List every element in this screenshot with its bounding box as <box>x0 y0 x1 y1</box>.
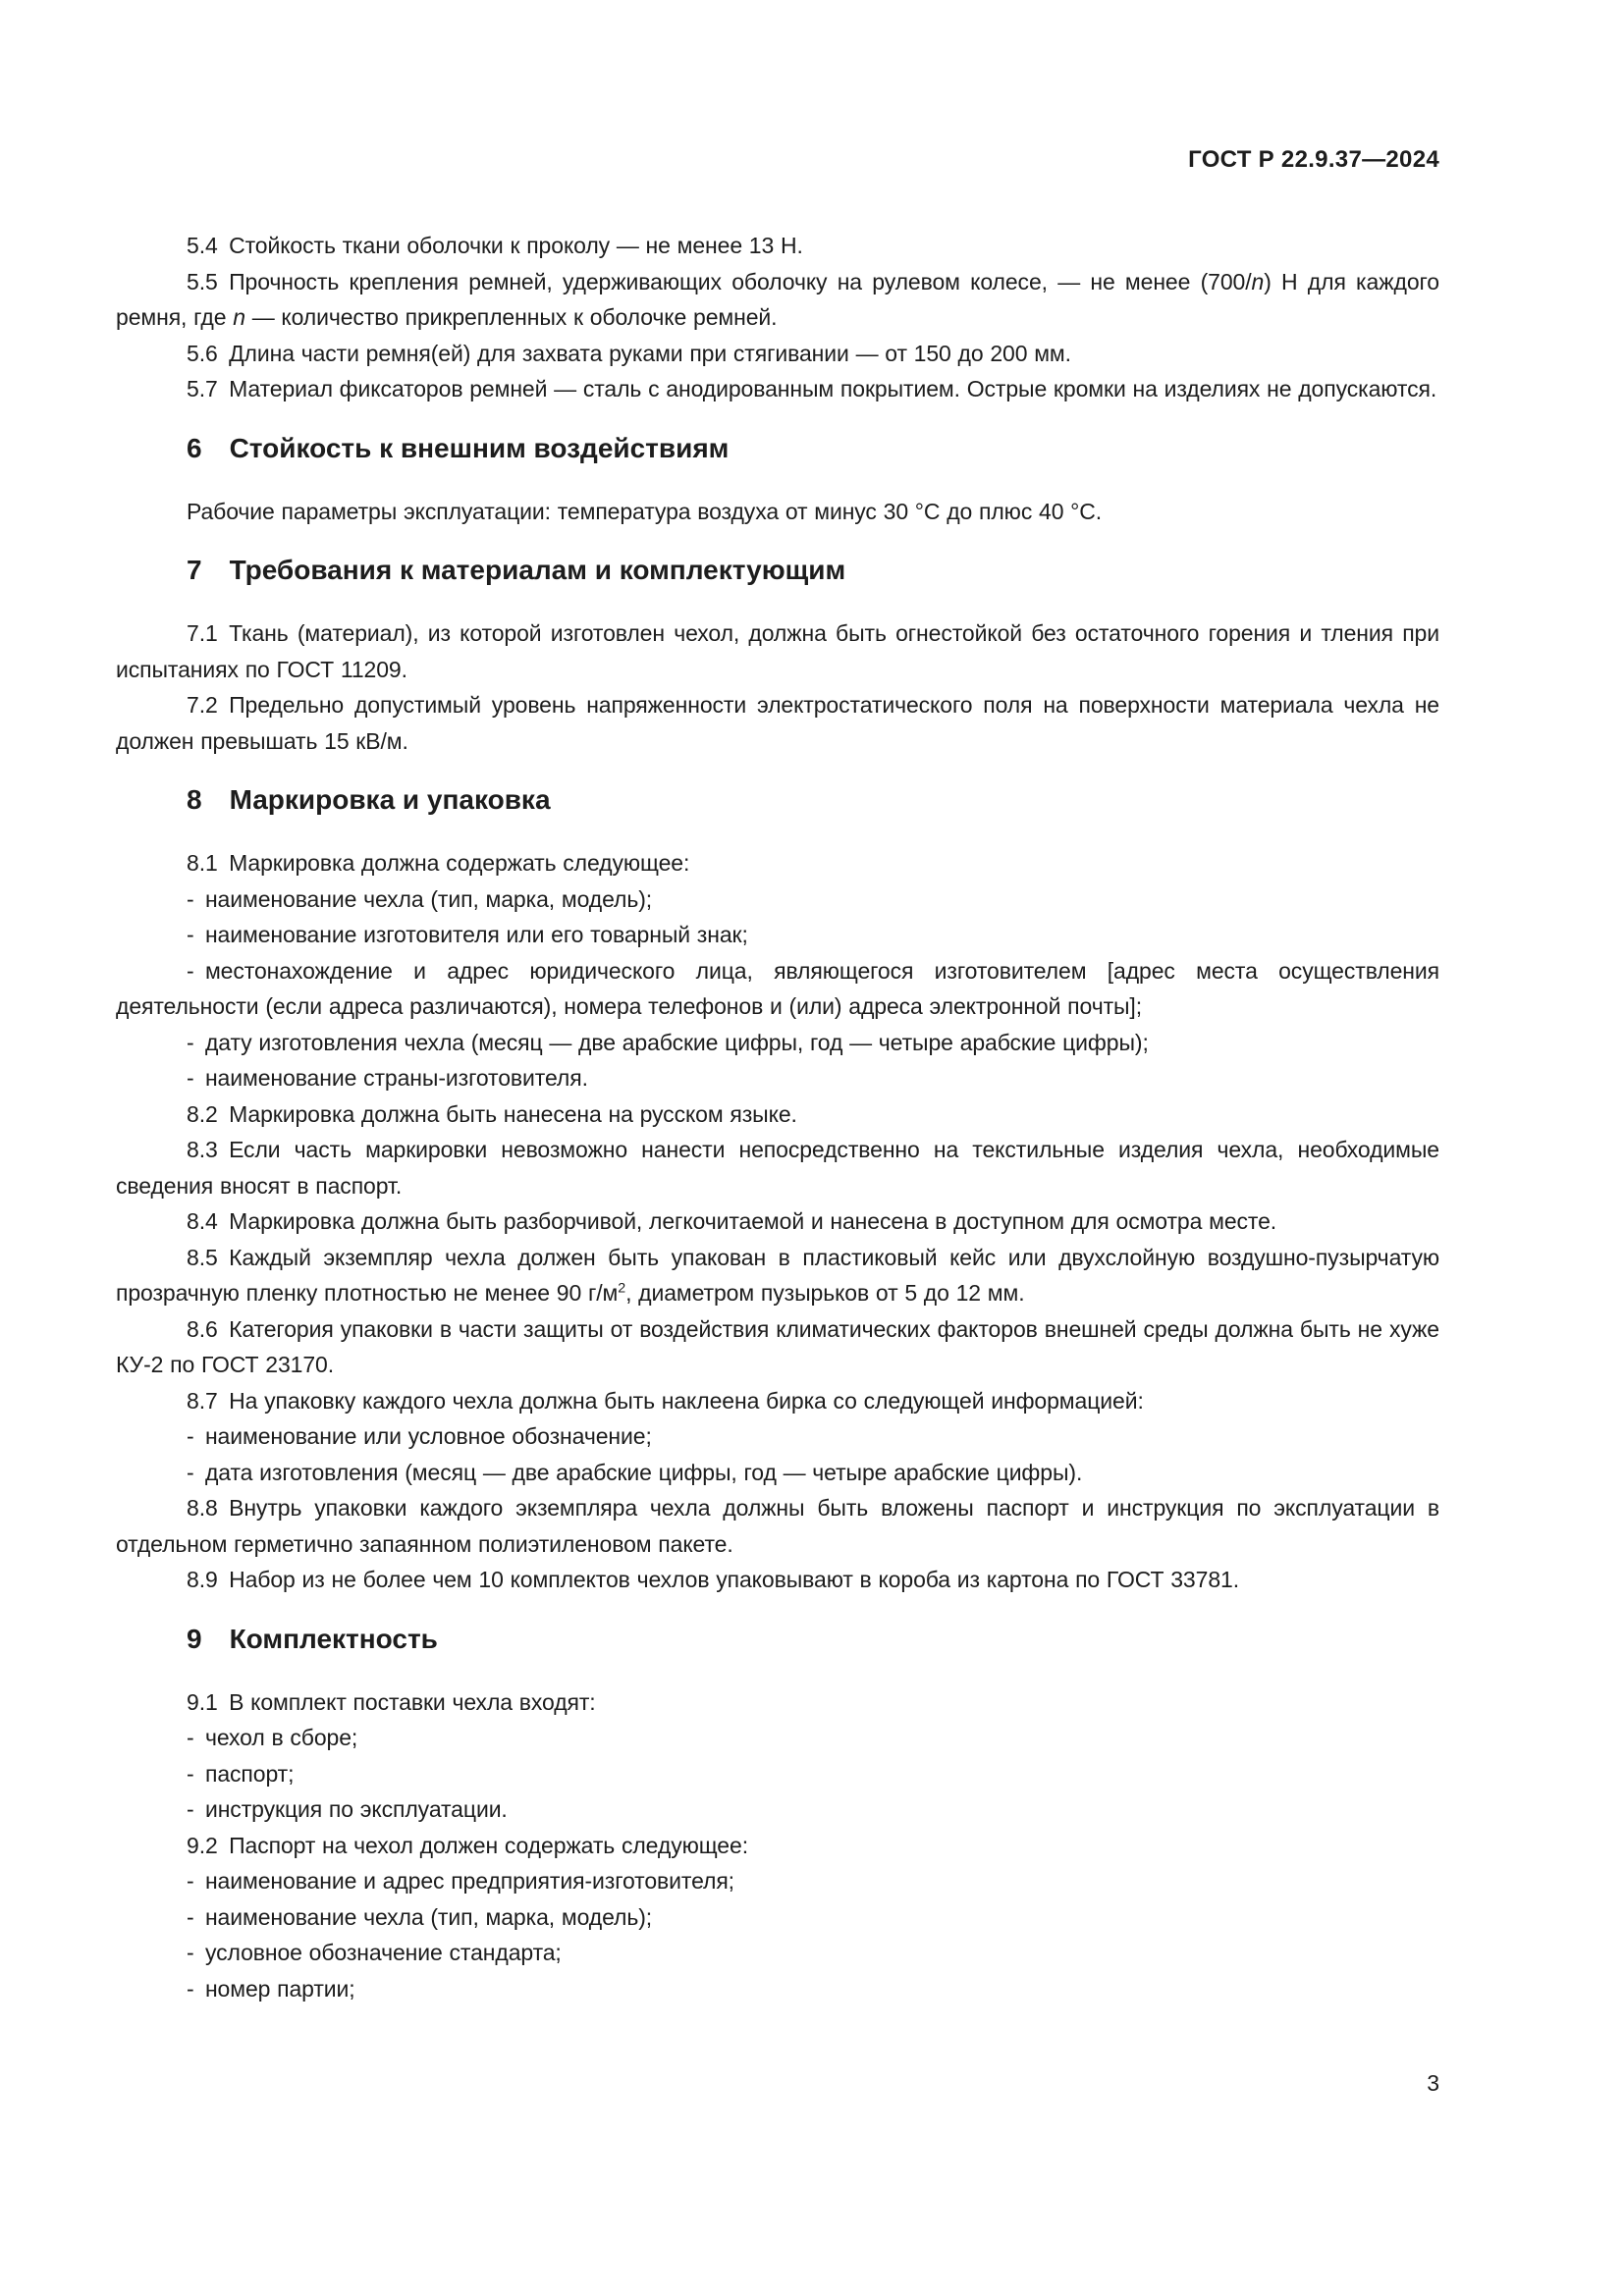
paragraph: 7.1 Ткань (материал), из которой изготовлен чехол, должна быть огнестойкой без остаточного горения и тления при испытаниях по ГОСТ 11209. <box>116 620 1439 682</box>
paragraph: 5.4 Стойкость ткани оболочки к проколу — не менее 13 Н. <box>187 233 803 258</box>
paragraph: - наименование изготовителя или его товарный знак; <box>187 922 748 947</box>
paragraph: - наименование и адрес предприятия-изготовителя; <box>187 1868 734 1894</box>
paragraph: 8.3 Если часть маркировки невозможно нанести непосредственно на текстильные изделия чехла, необходимые сведения вносят в паспорт. <box>116 1137 1439 1199</box>
paragraph: 7.2 Предельно допустимый уровень напряженности электростатического поля на поверхности материала чехла не должен превышать 15 кВ/м. <box>116 692 1439 754</box>
paragraph: - дата изготовления (месяц — две арабские цифры, год — четыре арабские цифры). <box>187 1459 1083 1485</box>
paragraph: - номер партии; <box>187 1975 355 2002</box>
paragraph: 5.5 Прочность крепления ремней, удерживающих оболочку на рулевом колесе, — не менее (700/n) Н для каждого ремня, где n — количество прикрепленных к оболочке ремней. <box>116 268 1439 330</box>
paragraph: - чехол в сборе; <box>187 1725 358 1750</box>
paragraph: 8.4 Маркировка должна быть разборчивой, легкочитаемой и нанесена в доступном для осмотра месте. <box>187 1208 1277 1234</box>
paragraph: 9.2 Паспорт на чехол должен содержать следующее: <box>187 1832 748 1858</box>
paragraph: - наименование или условное обозначение; <box>187 1423 652 1449</box>
paragraph: 8.1 Маркировка должна содержать следующее: <box>187 850 690 876</box>
document-body <box>116 228 1439 2006</box>
document-header-standard-number: ГОСТ Р 22.9.37—2024 <box>1188 146 1439 173</box>
paragraph: 8.7 На упаковку каждого чехла должна быть наклеена бирка со следующей информацией: <box>187 1387 1144 1414</box>
paragraph: 8.8 Внутрь упаковки каждого экземпляра чехла должны быть вложены паспорт и инструкция по эксплуатации в отдельном герметично запаянном полиэтиленовом пакете. <box>116 1495 1439 1557</box>
paragraph: - условное обозначение стандарта; <box>187 1940 562 1965</box>
paragraph: Рабочие параметры эксплуатации: температура воздуха от минус 30 °С до плюс 40 °С. <box>187 498 1103 524</box>
paragraph: - наименование страны-изготовителя. <box>187 1065 588 1091</box>
paragraph: - инструкция по эксплуатации. <box>187 1796 508 1822</box>
paragraph: 8.5 Каждый экземпляр чехла должен быть упакован в пластиковый кейс или двухслойную воздушно-пузырчатую прозрачную пленку плотностью не менее 90 $г/м^2$, диаметром пузырьков от 5 до 12 мм. <box>116 1244 1439 1306</box>
paragraph: - дату изготовления чехла (месяц — две арабские цифры, год — четыре арабские цифры); <box>187 1029 1149 1055</box>
section-heading: 7 Требования к материалам и комплектующим <box>187 555 846 585</box>
paragraph: - наименование чехла (тип, марка, модель); <box>187 1903 653 1930</box>
paragraph: 5.6 Длина части ремня(ей) для захвата руками при стягивании — от 150 до 200 мм. <box>187 340 1071 366</box>
section-heading: 6 Стойкость к внешним воздействиям <box>187 432 730 463</box>
section-heading: 8 Маркировка и упаковка <box>187 784 551 815</box>
paragraph: - паспорт; <box>187 1760 295 1787</box>
paragraph: 8.6 Категория упаковки в части защиты от воздействия климатических факторов внешней среды должна быть не хуже КУ-2 по ГОСТ 23170. <box>116 1315 1439 1377</box>
paragraph: 9.1 В комплект поставки чехла входят: <box>187 1688 596 1715</box>
paragraph: - местонахождение и адрес юридического лица, являющегося изготовителем [адрес места осуществления деятельности (если адреса различаются), номера телефонов и (или) адреса электронной почты]; <box>116 957 1439 1019</box>
page-number: 3 <box>1427 2070 1439 2096</box>
paragraph: 5.7 Материал фиксаторов ремней — сталь с анодированным покрытием. Острые кромки на изделиях не допускаются. <box>187 376 1437 401</box>
paragraph: 8.2 Маркировка должна быть нанесена на русском языке. <box>187 1100 797 1127</box>
section-heading: 9 Комплектность <box>187 1623 438 1654</box>
paragraph: 8.9 Набор из не более чем 10 комплектов чехлов упаковывают в короба из картона по ГОСТ 33781. <box>187 1567 1239 1592</box>
paragraph: - наименование чехла (тип, марка, модель); <box>187 885 653 912</box>
